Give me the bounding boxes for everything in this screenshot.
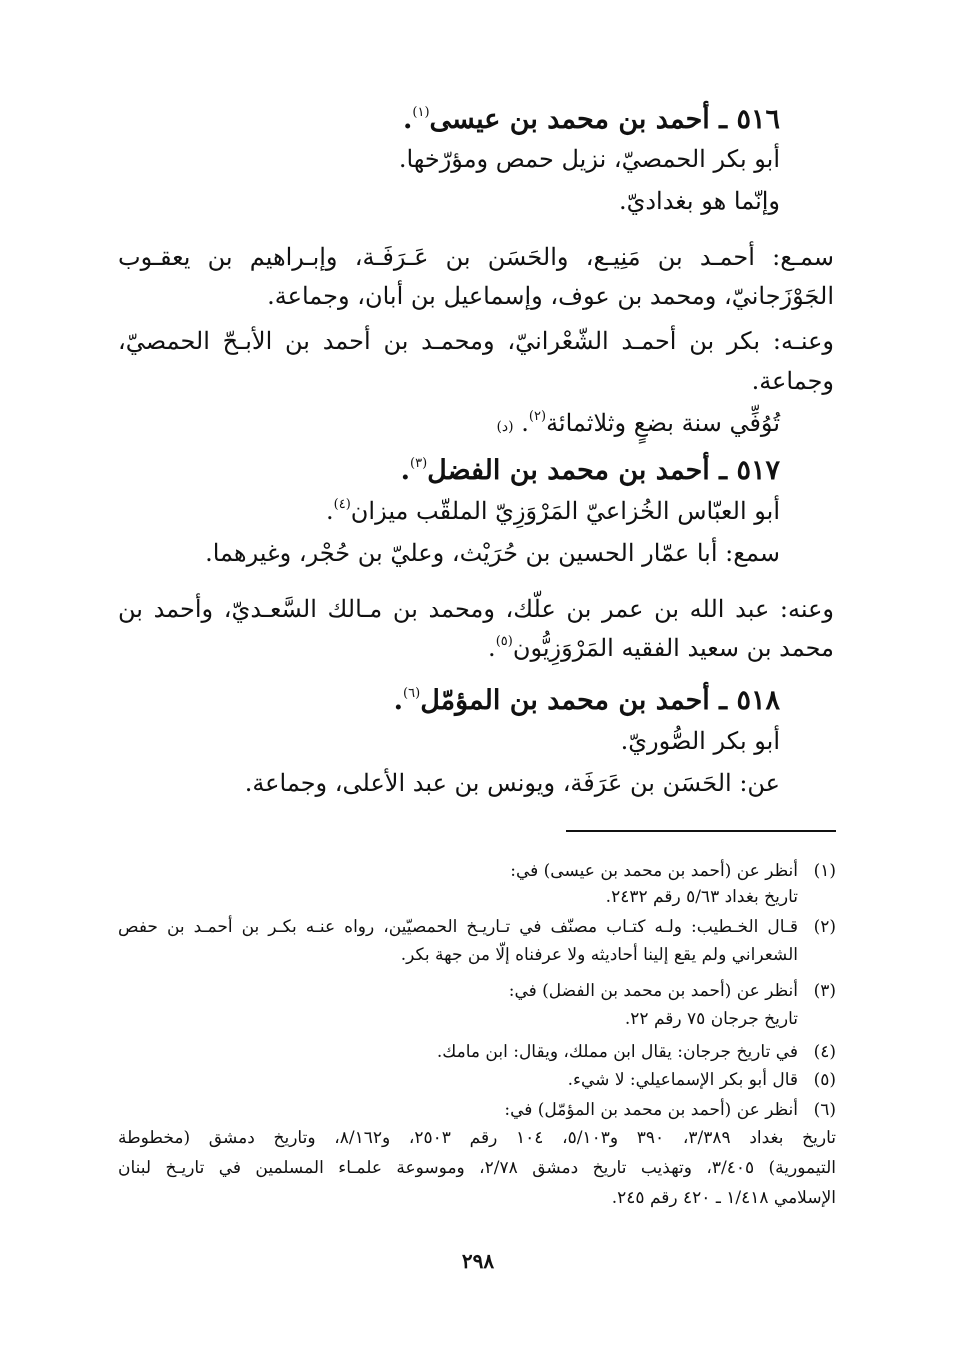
footnote-5 — [568, 1066, 836, 1094]
footnote-text: الشعراني ولم يقع إلينا أحاديثه ولا عرفناه إلّا من جهة بكر. — [400, 945, 798, 965]
footnote-ref: (٣) — [410, 456, 428, 471]
footnote-number: (١) — [813, 861, 836, 881]
punctuation: . — [488, 634, 496, 662]
footnote-ref: (١) — [412, 105, 430, 120]
entry-line — [326, 492, 780, 535]
source-marker: (د) — [496, 419, 514, 435]
footnote-text: تاريخ بغداد ٥/٦٣ رقم ٢٤٣٢. — [605, 887, 798, 907]
entry-heading-516 — [403, 100, 780, 145]
punctuation: . — [393, 685, 404, 716]
punctuation: . — [521, 409, 529, 437]
entry-heading-text: ٥١٦ ـ أحمد بن محمد بن عيسى — [429, 104, 780, 135]
footnote-ref: (٦) — [403, 686, 421, 701]
entry-line: وجماعة. — [751, 367, 834, 395]
death-text: تُوُفِّي سنة بضعٍ وثلاثمائة — [546, 409, 780, 437]
footnote-number: (٦) — [813, 1100, 836, 1120]
footnote-text: أنظر عن (أحمد بن محمد بن المؤمّل) في: — [504, 1100, 798, 1120]
entry-line: الجَوْزَجانيّ، ومحمد بن عوف، وإسماعيل بن أبان، وجماعة. — [267, 282, 834, 310]
footnote-text: في تاريخ جرجان: يقال ابن مملك، ويقال: ابن مامك. — [436, 1042, 798, 1062]
footnote-4 — [437, 1038, 836, 1066]
footnote-6 — [504, 1096, 836, 1124]
footnote-separator — [566, 830, 836, 832]
death-line — [496, 404, 780, 447]
footnote-number: (٣) — [813, 981, 836, 1001]
entry-line: سمع: أبا عمّار الحسين بن حُرَيْث، وعليّ بن حُجْر، وغيرهما. — [205, 539, 780, 567]
footnote-number: (٥) — [813, 1070, 836, 1090]
page-number: ٢٩٨ — [461, 1249, 495, 1273]
footnote-text: قـال الخـطيب: ولـه كتـاب مصنّف في تـاريـخ الحمصيّين، رواه عنـه بكـر بن أحمـد بن حفص — [118, 917, 798, 937]
footnote-3 — [509, 977, 836, 1005]
punctuation: . — [326, 497, 334, 525]
entry-line — [488, 629, 834, 672]
footnote-text: تاريخ بغداد ٣/٣٨٩، ٣٩٠ و٥/١٠٣، ١٠٤ رقم ٢٥٠٣، و٨/١٦٢، وتاريخ دمشق (مخطوطة — [118, 1128, 836, 1148]
entry-line: وعنه: عبد الله بن عمر بن علّك، ومحمد بن مـالك السَّعـديّ، وأحمد بن — [118, 595, 834, 623]
entry-line: وإنّما هو بغداديّ. — [618, 187, 780, 215]
punctuation: . — [400, 455, 410, 486]
footnote-text: تاريخ جرجان ٧٥ رقم ٢٢. — [624, 1009, 798, 1029]
footnote-text: أنظر عن (أحمد بن محمد بن الفضل) في: — [508, 981, 798, 1001]
entry-line: أبو بكر الصُّوريّ. — [620, 727, 780, 755]
footnote-number: (٤) — [813, 1042, 836, 1062]
entry-line: سمـع: أحمـد بن مَنِيـع، والحَسَن بن عَـرَفَـة، وإبـراهيم بن يعقـوب — [118, 243, 835, 271]
entry-heading-517 — [401, 451, 780, 496]
footnote-text: الإسلامي ١/٤١٨ ـ ٤٢٠ رقم ٢٤٥. — [611, 1188, 836, 1208]
entry-heading-text: ٥١٧ ـ أحمد بن محمد بن الفضل — [427, 455, 780, 486]
footnote-2 — [798, 913, 836, 941]
punctuation: . — [402, 104, 413, 135]
footnote-ref: (٤) — [333, 497, 351, 512]
entry-line: عن: الحَسَن بن عَرَفَة، ويونس بن عبد الأعلى، وجماعة. — [244, 769, 780, 797]
footnote-text: التيمورية) ٣/٤٠٥، وتهذيب تاريخ دمشق ٢/٧٨، وموسوعة علمـاء المسلمين في تاريـخ لبنان — [118, 1158, 836, 1178]
entry-line: وعنـه: بكر بن أحمـد الشّعْرانيّ، ومحمـد بن أحمد بن الأبـحّ الحمصيّ، — [118, 327, 834, 355]
footnote-number: (٢) — [813, 917, 836, 937]
footnote-ref: (٥) — [495, 634, 513, 649]
footnote-1 — [510, 857, 836, 885]
entry-heading-518 — [394, 681, 780, 726]
footnote-text: أنظر عن (أحمد بن محمد بن عيسى) في: — [510, 861, 798, 881]
footnote-text: قال أبو بكر الإسماعيلي: لا شيء. — [567, 1070, 798, 1090]
entry-line: أبو بكر الحمصيّ، نزيل حمص ومؤرّخها. — [398, 145, 780, 173]
entry-line-text: أبو العبّاس الخُزاعيّ المَرْوَزِيّ الملقّب ميزان — [350, 497, 780, 525]
entry-heading-text: ٥١٨ ـ أحمد بن محمد بن المؤمّل — [420, 685, 780, 716]
footnote-ref: (٢) — [528, 409, 547, 424]
entry-line-text: محمد بن سعيد الفقيه المَرْوَزِيُّون — [512, 634, 834, 662]
